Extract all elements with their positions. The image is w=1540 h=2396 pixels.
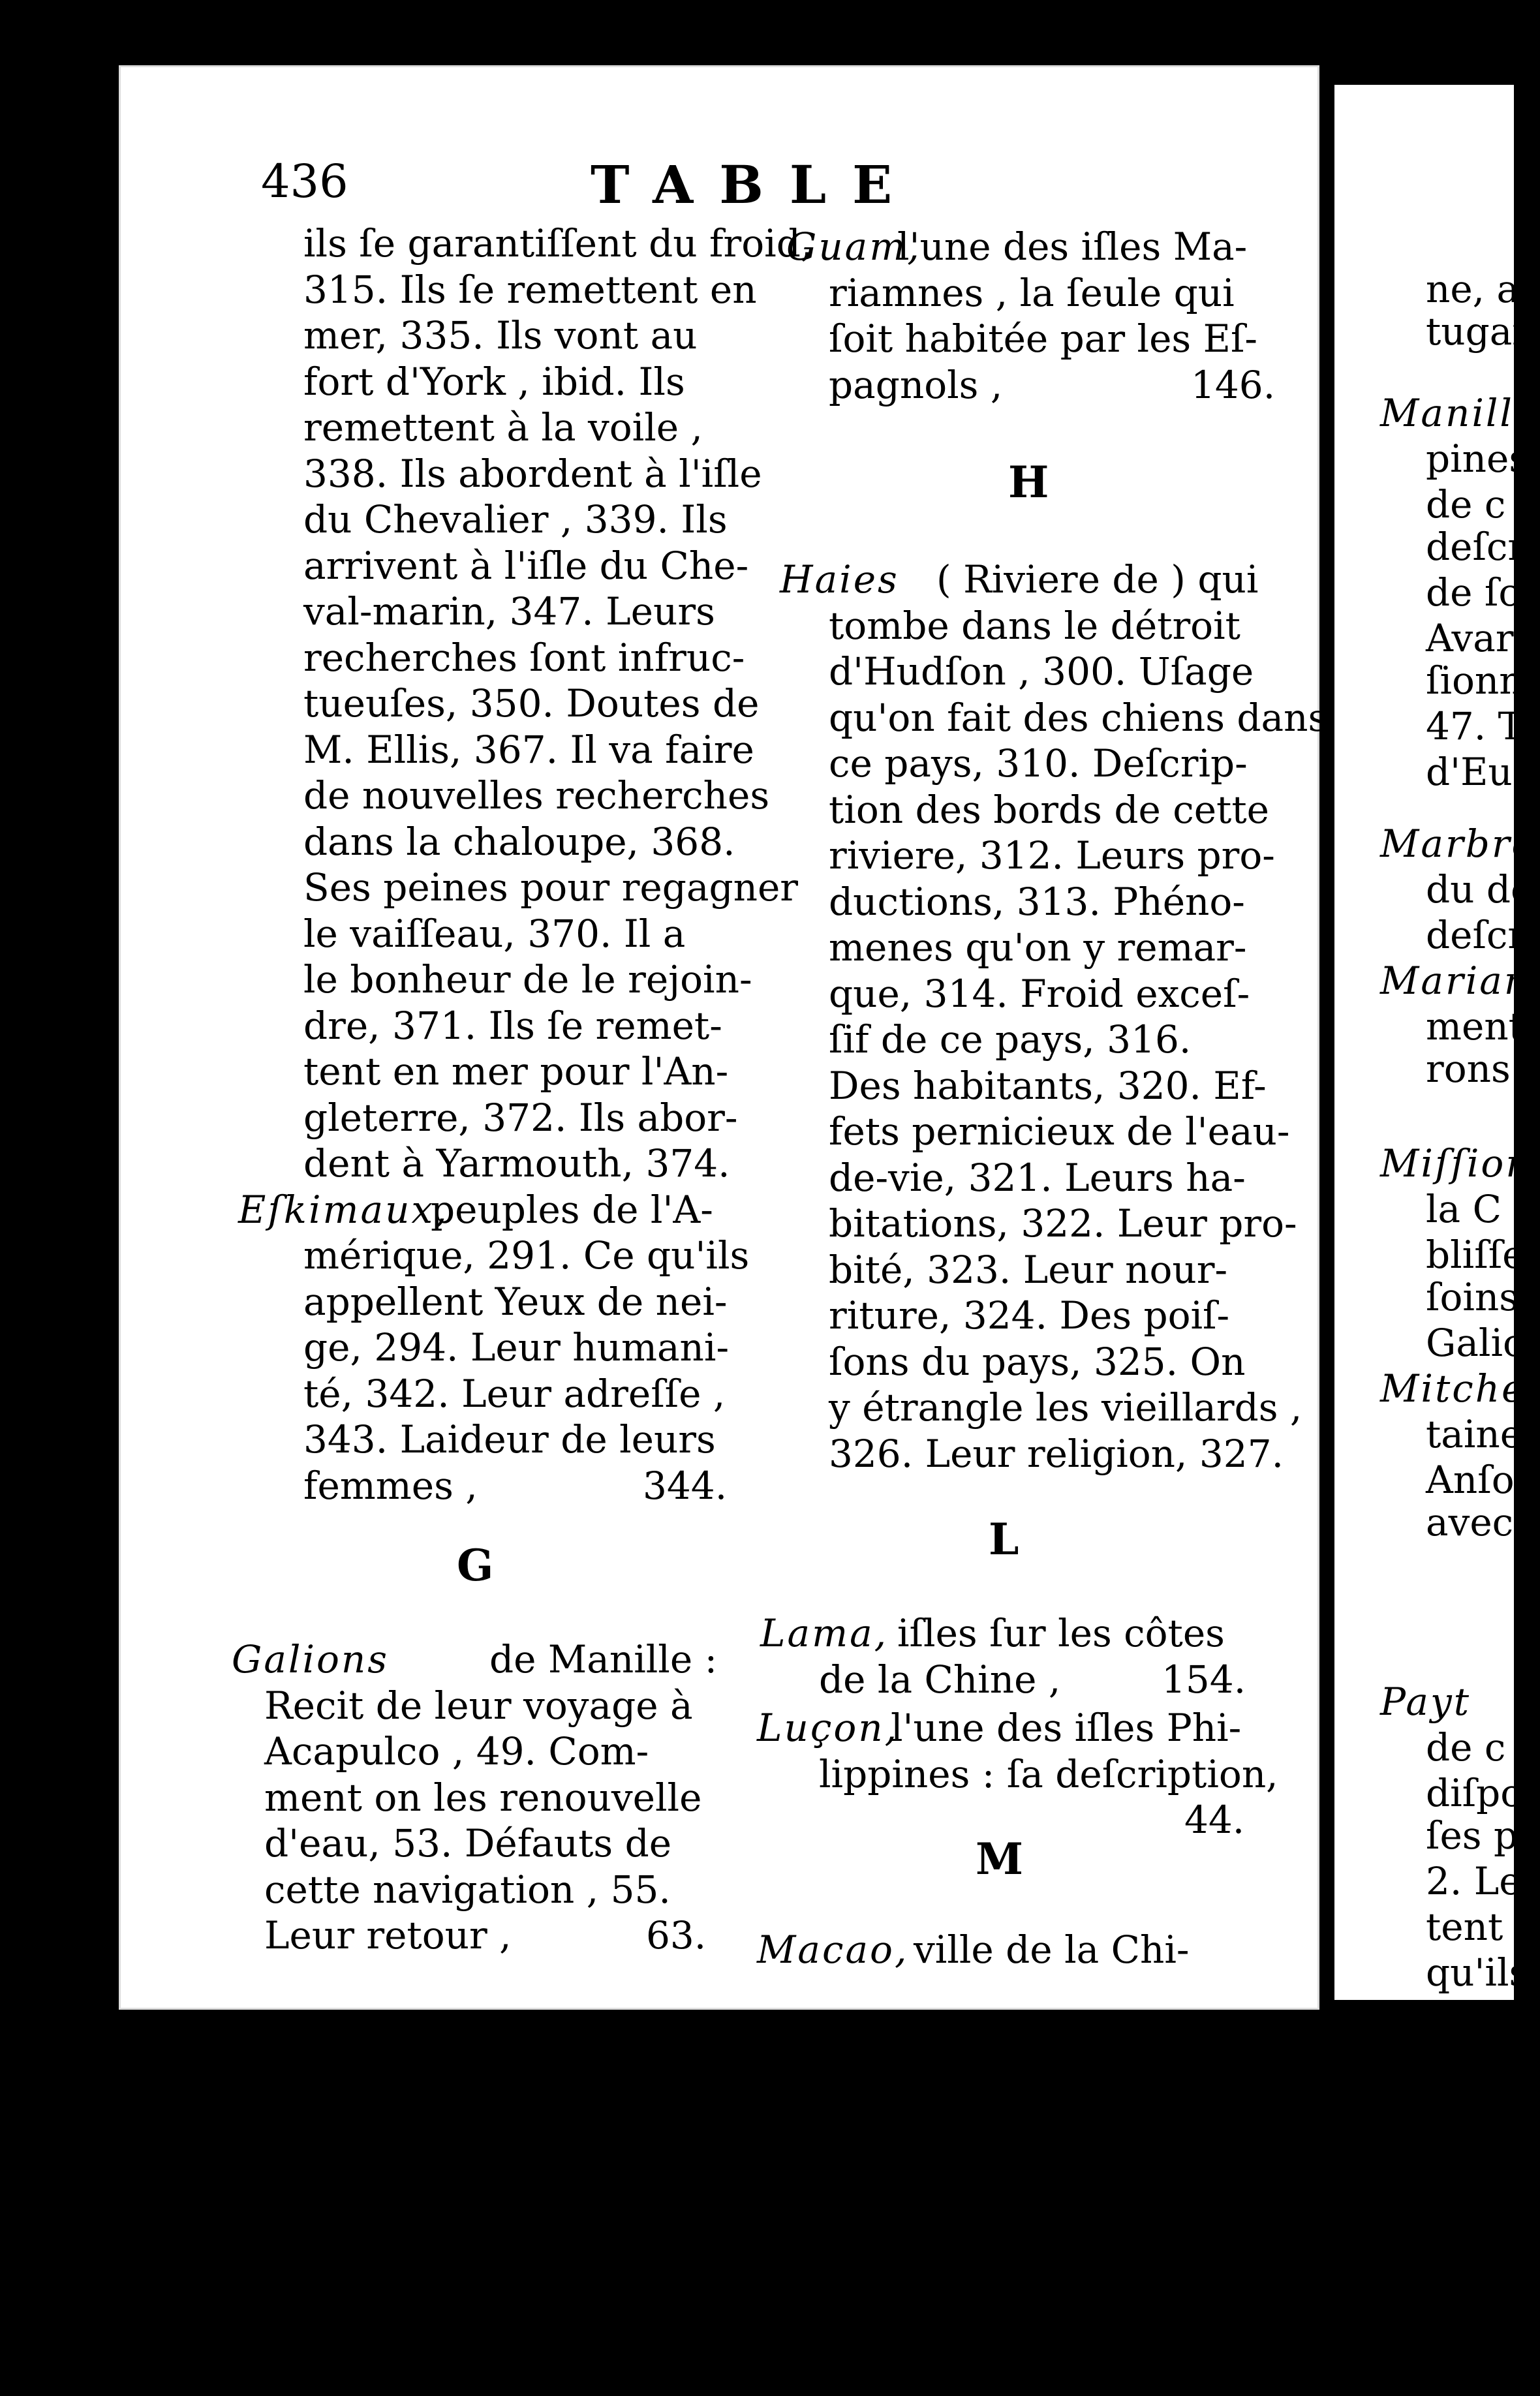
index-line: ſons du pays, 325. On <box>829 1339 1246 1384</box>
index-line: de nouvelles recherches <box>303 773 770 818</box>
right-page-fragment: de c <box>1426 482 1506 527</box>
right-page-fragment: taine <box>1426 1412 1523 1456</box>
right-page-fragment: Miſſion <box>1380 1141 1532 1186</box>
index-line: ( Riviere de ) qui <box>936 557 1259 602</box>
entry-head: Guam, <box>786 224 921 269</box>
right-page-fragment: ſionn <box>1426 658 1524 703</box>
entry-head: Lama, <box>760 1611 889 1655</box>
right-page-fragment: tugai <box>1426 309 1524 354</box>
right-page-fragment: Payt <box>1380 1680 1471 1724</box>
index-line: 344. <box>643 1463 728 1508</box>
index-line: té, 342. Leur adreſſe , <box>303 1371 726 1416</box>
index-line: ſoit habitée par les Eſ- <box>829 316 1258 361</box>
right-page-fragment: rons <box>1426 1047 1511 1091</box>
index-line: ils ſe garantiſſent du froid, <box>303 221 813 266</box>
right-page-fragment: 2. Le <box>1426 1859 1522 1903</box>
index-line: fets pernicieux de l'eau- <box>829 1109 1290 1154</box>
index-line: 146. <box>1191 362 1276 407</box>
right-page-fragment: Manill <box>1380 391 1514 435</box>
index-line: 343. Laideur de leurs <box>303 1417 716 1462</box>
entry-head: Galions <box>232 1637 390 1682</box>
index-line: gleterre, 372. Ils abor- <box>303 1095 738 1140</box>
index-line: mérique, 291. Ce qu'ils <box>303 1233 750 1278</box>
index-line: de-vie, 321. Leurs ha- <box>829 1155 1246 1200</box>
index-line: Leur retour , <box>264 1913 512 1958</box>
right-page-fragment: 47. T <box>1426 704 1524 748</box>
page-number: 436 <box>261 155 348 208</box>
index-line: dans la chaloupe, 368. <box>303 819 735 864</box>
index-line: y étrangle les vieillards , <box>829 1385 1302 1430</box>
right-page-fragment: d'Eu <box>1426 750 1513 794</box>
index-line: peuples de l'A- <box>431 1187 713 1232</box>
right-page-fragment: Avar <box>1426 616 1514 660</box>
index-line: femmes , <box>303 1463 478 1508</box>
index-line: ville de la Chi- <box>914 1928 1190 1972</box>
right-page-fragment: ſes p <box>1426 1813 1518 1858</box>
right-page-fragment: Galic <box>1426 1321 1524 1365</box>
index-line: appellent Yeux de nei- <box>303 1279 728 1324</box>
index-line: tueuſes, 350. Doutes de <box>303 681 760 726</box>
right-page-fragment: diſpo <box>1426 1771 1524 1815</box>
index-line: 63. <box>646 1913 707 1958</box>
index-line: ductions, 313. Phéno- <box>829 879 1245 924</box>
section-letter: M <box>976 1834 1024 1884</box>
index-line: Des habitants, 320. Ef- <box>829 1063 1267 1108</box>
index-line: que, 314. Froid exceſ- <box>829 971 1250 1016</box>
index-line: dre, 371. Ils ſe remet- <box>303 1003 722 1048</box>
index-line: cette navigation , 55. <box>264 1867 671 1912</box>
index-line: 154. <box>1162 1657 1246 1702</box>
index-line: ge, 294. Leur humani- <box>303 1325 730 1370</box>
right-page-fragment: ment <box>1426 1004 1524 1049</box>
index-line: iſles ſur les côtes <box>897 1611 1225 1655</box>
index-line: pagnols , <box>829 362 1003 407</box>
right-page-fragment: bliſſe <box>1426 1233 1525 1277</box>
index-line: tent en mer pour l'An- <box>303 1049 729 1094</box>
index-line: tombe dans le détroit <box>829 603 1240 648</box>
index-line: l'une des iſles Ma- <box>897 224 1248 269</box>
right-page-fragment: ne, a <box>1426 267 1520 311</box>
right-page-fragment: Mitchel <box>1380 1366 1540 1411</box>
index-line: d'Hudſon , 300. Uſage <box>829 649 1254 694</box>
index-line: ce pays, 310. Deſcrip- <box>829 741 1248 786</box>
index-line: Acapulco , 49. Com- <box>264 1729 649 1774</box>
section-letter: L <box>989 1514 1019 1565</box>
right-page-fragment: Anſo <box>1426 1458 1515 1502</box>
index-line: dent à Yarmouth, 374. <box>303 1141 730 1186</box>
index-line: 326. Leur religion, 327. <box>829 1431 1284 1476</box>
index-line: fort d'York , ibid. Ils <box>303 359 685 404</box>
index-line: Ses peines pour regagner <box>303 865 798 910</box>
index-line: 315. Ils ſe remettent en <box>303 267 757 312</box>
section-letter: G <box>457 1540 494 1591</box>
right-page-fragment: de ſc <box>1426 570 1520 615</box>
right-page-fragment: la C <box>1426 1187 1502 1231</box>
entry-head: Luçon, <box>757 1706 899 1750</box>
index-line: val-marin, 347. Leurs <box>303 589 715 634</box>
right-page-fragment: du de <box>1426 867 1533 912</box>
index-line: Recit de leur voyage à <box>264 1683 693 1728</box>
section-letter: H <box>1008 457 1049 508</box>
right-page-fragment: qu'ils <box>1426 1950 1529 1995</box>
index-line: mer, 335. Ils vont au <box>303 313 698 358</box>
right-page-fragment: pines <box>1426 437 1529 481</box>
right-page-fragment: tent l <box>1426 1905 1528 1949</box>
index-line: riamnes , la ſeule qui <box>829 270 1235 315</box>
index-line: riviere, 312. Leurs pro- <box>829 833 1275 878</box>
right-page-fragment: avec <box>1426 1500 1514 1544</box>
index-line: qu'on fait des chiens dans <box>829 695 1328 740</box>
right-page-fragment: ſoins <box>1426 1275 1519 1319</box>
index-line: bitations, 322. Leur pro- <box>829 1201 1297 1246</box>
index-line: arrivent à l'iſle du Che- <box>303 543 749 588</box>
index-line: ment on les renouvelle <box>264 1775 702 1820</box>
right-page-fragment: Marbre <box>1380 822 1536 866</box>
index-line: le bonheur de le rejoin- <box>303 957 752 1002</box>
index-line: lippines : ſa deſcription, <box>819 1751 1278 1796</box>
index-line: tion des bords de cette <box>829 787 1269 832</box>
index-line: ſif de ce pays, 316. <box>829 1017 1192 1062</box>
index-line: remettent à la voile , <box>303 405 703 450</box>
index-line: de la Chine , <box>819 1657 1061 1702</box>
right-page-fragment: deſcr <box>1426 913 1526 957</box>
index-line: recherches ſont infruc- <box>303 635 745 680</box>
right-page-fragment: deſcr <box>1426 525 1526 569</box>
right-page-fragment: de c <box>1426 1725 1506 1770</box>
running-title: TABLE <box>591 154 919 215</box>
index-line: d'eau, 53. Défauts de <box>264 1821 672 1866</box>
index-line: de Manille : <box>489 1637 718 1682</box>
index-line: l'une des iſles Phi- <box>891 1706 1242 1750</box>
index-line: 338. Ils abordent à l'iſle <box>303 451 762 496</box>
index-line: riture, 324. Des poiſ- <box>829 1293 1230 1338</box>
index-line: 44. <box>1184 1798 1245 1842</box>
entry-head: Haies <box>780 557 899 602</box>
entry-head: Macao, <box>757 1928 909 1972</box>
entry-head: Eſkimaux, <box>238 1187 449 1232</box>
right-page-fragment: Marian <box>1380 959 1531 1003</box>
index-line: du Chevalier , 339. Ils <box>303 497 728 542</box>
index-line: menes qu'on y remar- <box>829 925 1247 970</box>
index-line: M. Ellis, 367. Il va faire <box>303 727 754 772</box>
index-line: bité, 323. Leur nour- <box>829 1247 1228 1292</box>
index-line: le vaiſſeau, 370. Il a <box>303 911 686 956</box>
